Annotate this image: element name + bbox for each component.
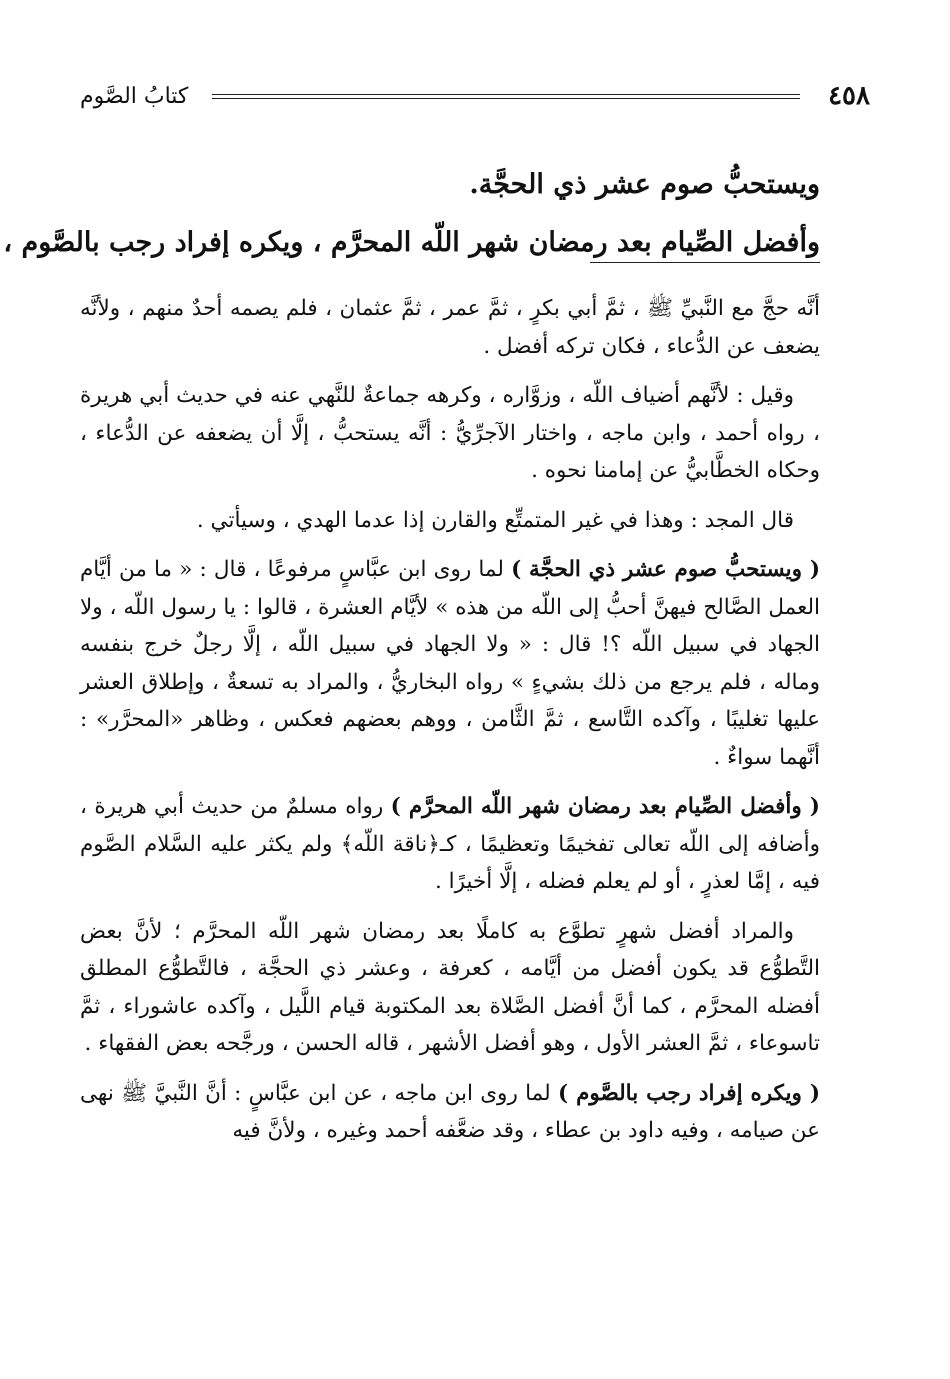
page-number: ٤٥٨ xyxy=(828,81,870,111)
matn-separator-rule xyxy=(590,262,820,263)
commentary-paragraph-5 xyxy=(80,788,820,901)
matn-quote: ( ويكره إفراد رجب بالصَّوم ) xyxy=(557,1080,820,1106)
running-title: كتابُ الصَّوم xyxy=(80,83,189,109)
matn-line-2: وأفضل الصِّيام بعد رمضان شهر اللّه المحرَّم ، ويكره إفراد رجب بالصَّوم ، xyxy=(3,227,820,258)
commentary-text: لما روى ابن عبَّاسٍ مرفوعًا ، قال : « ما من أيَّام العمل الصَّالح فيهنَّ أحبُّ إلى اللّه من هذه » لأيَّام العشرة ، قالوا : يا رسول اللّه ، ولا الجهاد في سبيل اللّه ؟! قال : « ولا الجهاد في سبيل اللّه ، إلَّا رجلٌ خرج بنفسه وماله ، فلم يرجع من ذلك بشيءٍ » رواه البخاريُّ ، والمراد به تسعةٌ ، وإطلاق العشر عليها تغليبًا ، وآكده التَّاسع ، ثمَّ الثَّامن ، ووهم بعضهم فعكس ، وظاهر «المحرَّر» : أنَّهما سواءٌ . xyxy=(80,557,820,770)
matn-text xyxy=(3,156,820,272)
matn-quote: ( ويستحبُّ صوم عشر ذي الحجَّة ) xyxy=(511,557,820,582)
commentary-text: رواه مسلمٌ من حديث أبي هريرة ، وأضافه إلى اللّه تعالى تفخيمًا وتعظيمًا ، كـ﴿ناقة اللّه﴾ ولم يكثر عليه السَّلام الصَّوم فيه ، إمَّا لعذرٍ ، أو لم يعلم فضله ، إلَّا أخيرًا . xyxy=(80,794,820,894)
commentary-body xyxy=(80,290,820,1162)
commentary-paragraph-1: أنَّه حجَّ مع النَّبيِّ ﷺ ، ثمَّ أبي بكرٍ ، ثمَّ عمر ، ثمَّ عثمان ، فلم يصمه أحدٌ منهم ، ولأنَّه يضعف عن الدُّعاء ، فكان تركه أفضل . xyxy=(80,296,820,359)
commentary-paragraph-3: قال المجد : وهذا في غير المتمتِّع والقارن إذا عدما الهدي ، وسيأتي . xyxy=(196,507,794,533)
commentary-text: لما روى ابن ماجه ، عن ابن عبَّاسٍ : أنَّ النَّبيَّ ﷺ نهى عن صيامه ، وفيه داود بن عطاء ، وقد ضعَّفه أحمد وغيره ، ولأنَّ فيه xyxy=(80,1080,820,1143)
page-header xyxy=(80,76,870,116)
commentary-paragraph-4 xyxy=(80,551,820,776)
matn-line-1: ويستحبُّ صوم عشر ذي الحجَّة. xyxy=(469,169,820,200)
header-rule xyxy=(212,94,800,99)
commentary-paragraph-7 xyxy=(80,1075,820,1150)
matn-quote: ( وأفضل الصِّيام بعد رمضان شهر اللّه المحرَّم ) xyxy=(390,794,820,819)
commentary-paragraph-2: وقيل : لأنَّهم أضياف اللّه ، وزوَّاره ، وكرهه جماعةٌ للنَّهي عنه في حديث أبي هريرة ، رواه أحمد ، وابن ماجه ، واختار الآجرِّيُّ : أنَّه يستحبُّ ، إلَّا أن يضعفه عن الدُّعاء ، وحكاه الخطَّابيُّ عن إمامنا نحوه . xyxy=(80,383,820,483)
commentary-paragraph-6: والمراد أفضل شهرٍ تطوَّع به كاملًا بعد رمضان شهر اللّه المحرَّم ؛ لأنَّ بعض التَّطوُّع قد يكون أفضل من أيَّامه ، كعرفة ، وعشر ذي الحجَّة ، فالتَّطوُّع المطلق أفضله المحرَّم ، كما أنَّ أفضل الصَّلاة بعد المكتوبة قيام اللَّيل ، وآكده عاشوراء ، ثمَّ تاسوعاء ، ثمَّ العشر الأول ، وهو أفضل الأشهر ، قاله الحسن ، ورجَّحه بعض الفقهاء . xyxy=(80,918,820,1056)
